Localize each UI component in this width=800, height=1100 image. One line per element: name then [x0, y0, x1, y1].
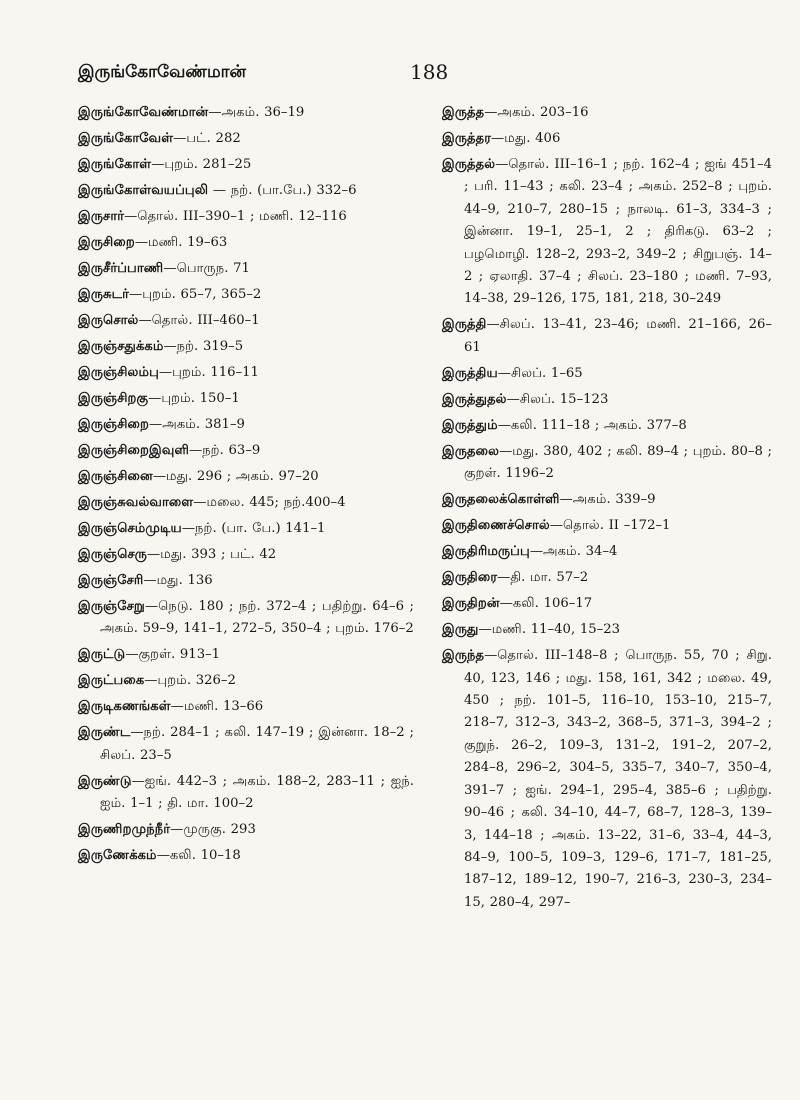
entry-headword: இருஞ்சினை: [78, 469, 153, 484]
entry-headword: இருதிணைச்சொல்: [442, 518, 550, 534]
entry-headword: இருசொல்: [78, 313, 139, 328]
index-entry: [78, 258, 414, 280]
index-entry: [78, 310, 414, 332]
entry-references: —கலி. 111–18 ; அகம். 377–8: [497, 417, 687, 433]
entry-headword: இருங்கோவேள்: [78, 131, 174, 146]
entry-headword: இருண்ட: [78, 725, 131, 741]
entry-headword: இருஞ்சேரி: [78, 573, 144, 588]
left-column: [78, 102, 414, 871]
entry-headword: இருங்கோவேண்மான்: [78, 105, 209, 120]
entry-references: —சிலப். 1–65: [497, 365, 583, 381]
index-entry: [78, 771, 414, 816]
entry-references: —தொல். III–148–8 ; பொருந. 55, 70 ; சிறு. 40, 123, 146 ; மது. 158, 161, 342 ; மலை. 49, 450 ; நற். 101–5, 116–10, 153–10, 215–7, 218–7, 312–3, 343–2, 368–5, 371–3, 394–2 ; குறுந். 26–2, 109–3, 131–2, 191–2, 207–2, 284–8, 296–2, 304–5, 335–7, 340–7, 350–4, 391–7 ; ஐங். 294–1, 295–4, 385–6 ; பதிற்று. 90–46 ; கலி. 34–10, 44–7, 68–7, 128–3, 139–3, 144–18 ; அகம். 13–22, 31–6, 33–4, 44–3, 84–9, 100–5, 109–3, 129–6, 171–7, 181–25, 187–12, 189–12, 190–7, 216–3, 230–3, 234–15, 280–4, 297–: [464, 648, 772, 910]
entry-headword: இருத்தி: [442, 317, 487, 333]
index-entry: [78, 596, 414, 641]
entry-headword: இருண்டு: [78, 773, 132, 789]
index-entry: [78, 128, 414, 150]
entry-references: —மணி. 11–40, 15–23: [478, 622, 620, 638]
index-entry: [78, 232, 414, 254]
entry-headword: இருஞ்சதுக்கம்: [78, 339, 164, 354]
entry-headword: இருட்பகை: [78, 673, 145, 689]
index-entry: [442, 541, 772, 563]
entry-references: —அகம். 36–19: [208, 105, 305, 120]
entry-references: —அகம். 381–9: [149, 417, 245, 432]
index-entry: [78, 102, 414, 124]
entry-references: —மணி. 13–66: [170, 699, 264, 715]
entry-references: —மது. 406: [491, 131, 561, 146]
index-entry: [78, 180, 414, 202]
entry-references: —தி. மா. 57–2: [497, 570, 589, 586]
entry-references: —புறம். 65–7, 365–2: [129, 287, 262, 302]
entry-headword: இருடிகணங்கள்: [78, 699, 171, 715]
entry-references: —தொல். III–460–1: [138, 313, 260, 328]
index-entry: [78, 845, 414, 867]
entry-headword: இருத்துதல்: [442, 391, 507, 407]
index-entry: [78, 440, 414, 462]
entry-headword: இருசுடர்: [78, 287, 130, 302]
entry-references: —நற். (பா. பே.) 141–1: [181, 521, 326, 536]
index-entry: [78, 644, 414, 666]
index-entry: [442, 567, 772, 589]
entry-headword: இருசிறை: [78, 235, 135, 250]
entry-references: —நெடு. 180 ; நற். 372–4 ; பதிற்று. 64–6 ; அகம். 59–9, 141–1, 272–5, 350–4 ; புறம். 176–2: [100, 599, 414, 637]
entry-references: —கலி. 106–17: [499, 596, 593, 612]
index-entry: [442, 363, 772, 385]
entry-headword: இருஞ்சிறகு: [78, 391, 149, 406]
index-entry: [442, 314, 772, 359]
entry-references: —மணி. 19–63: [134, 235, 228, 250]
entry-references: —புறம். 116–11: [158, 365, 259, 380]
entry-references: —நற். 63–9: [189, 443, 261, 458]
index-entry: [78, 362, 414, 384]
index-entry: [78, 696, 414, 718]
entry-references: —முருகு. 293: [170, 822, 256, 838]
entry-headword: இருத்தல்: [442, 157, 496, 172]
index-entry: [78, 670, 414, 692]
index-entry: [78, 284, 414, 306]
entry-references: —கலி. 10–18: [156, 848, 241, 864]
entry-references: —அகம். 203–16: [484, 105, 589, 120]
entry-headword: இருஞ்சுவல்வாளை: [78, 495, 194, 510]
entry-references: —அகம். 339–9: [559, 492, 656, 508]
entry-references: — நற். (பா.பே.) 332–6: [208, 183, 357, 198]
index-entry: [78, 819, 414, 841]
entry-headword: இருணேக்கம்: [78, 848, 157, 864]
page-number: 188: [410, 60, 449, 84]
entry-headword: இருது: [442, 622, 479, 638]
entry-headword: இருந்த: [442, 648, 485, 664]
entry-headword: இருஞ்சேறு: [78, 599, 145, 614]
entry-headword: இருத்த: [442, 105, 485, 120]
index-entry: [78, 518, 414, 540]
entry-references: —ஐங். 442–3 ; அகம். 188–2, 283–11 ; ஐந். ஐம். 1–1 ; தி. மா. 100–2: [100, 773, 414, 812]
index-entry: [78, 492, 414, 514]
index-entry: [442, 389, 772, 411]
entry-references: —புறம். 281–25: [151, 157, 252, 172]
entry-references: —பொருந. 71: [163, 261, 250, 276]
entry-headword: இருதிரை: [442, 570, 498, 586]
index-entry: [442, 489, 772, 511]
index-entry: [78, 414, 414, 436]
index-entry: [442, 441, 772, 486]
right-column: [442, 102, 772, 918]
entry-headword: இருசார்: [78, 209, 125, 224]
index-entry: [78, 336, 414, 358]
entry-references: —சிலப். 15–123: [506, 391, 609, 407]
index-entry: [78, 570, 414, 592]
index-entry: [78, 544, 414, 566]
entry-headword: இருத்தர: [442, 131, 492, 146]
index-entry: [78, 206, 414, 228]
index-entry: [78, 722, 414, 767]
entry-headword: இருதிரிமருப்பு: [442, 544, 530, 560]
entry-references: —நற். 284–1 ; கலி. 147–19 ; இன்னா. 18–2 ; சிலப். 23–5: [100, 725, 414, 763]
entry-headword: இருத்திய: [442, 365, 498, 381]
entry-references: —மது. 136: [143, 573, 213, 588]
entry-headword: இருஞ்செம்முடிய: [78, 521, 182, 536]
entry-headword: இருசீர்ப்பாணி: [78, 261, 164, 276]
entry-references: —மலை. 445; நற்.400–4: [193, 495, 346, 510]
index-entry: [442, 154, 772, 311]
entry-headword: இருதலைக்கொள்ளி: [442, 492, 560, 508]
entry-references: —மது. 393 ; பட். 42: [147, 547, 277, 562]
index-entry: [78, 154, 414, 176]
entry-references: —பட். 282: [173, 131, 241, 146]
index-entry: [442, 415, 772, 437]
index-entry: [442, 102, 772, 124]
index-entry: [78, 466, 414, 488]
entry-references: —தொல். II –172–1: [549, 518, 671, 534]
index-entry: [78, 388, 414, 410]
entry-references: —மது. 296 ; அகம். 97–20: [152, 469, 319, 484]
index-entry: [442, 645, 772, 914]
entry-references: —குறள். 913–1: [125, 647, 221, 663]
index-entry: [442, 515, 772, 537]
entry-headword: இருணிறமுந்நீர்: [78, 822, 171, 838]
entry-headword: இருஞ்சிறை: [78, 417, 149, 432]
entry-references: —சிலப். 13–41, 23–46; மணி. 21–166, 26–61: [464, 317, 772, 355]
entry-references: —தொல். III–16–1 ; நற். 162–4 ; ஐங் 451–4 ; பரி. 11–43 ; கலி. 23–4 ; அகம். 252–8 ; புறம். 44–9, 210–7, 280–15 ; நாலடி. 61–3, 334–3 ; இன்னா. 19–1, 25–1, 2 ; திரிகடு. 63–2 ; பழமொழி. 128–2, 293–2, 349–2 ; சிறுபஞ். 14–2 ; ஏலாதி. 37–4 ; சிலப். 23–180 ; மணி. 7–93, 14–38, 29–126, 175, 181, 218, 30–249: [464, 157, 772, 307]
entry-references: —அகம். 34–4: [529, 544, 618, 560]
entry-headword: இருதிறன்: [442, 596, 500, 612]
running-head: இருங்கோவேண்மான்: [78, 62, 247, 82]
entry-headword: இருங்கோள்: [78, 157, 152, 172]
entry-headword: இருங்கோள்வயப்புலி: [78, 183, 209, 198]
entry-references: —புறம். 326–2: [144, 673, 236, 689]
entry-headword: இருதலை: [442, 443, 500, 459]
entry-references: —மது. 380, 402 ; கலி. 89–4 ; புறம். 80–8 ; குறள். 1196–2: [464, 443, 772, 482]
entry-references: —புறம். 150–1: [148, 391, 240, 406]
index-entry: [442, 619, 772, 641]
entry-headword: இருஞ்சிறைஇவுளி: [78, 443, 190, 458]
index-entry: [442, 593, 772, 615]
entry-headword: இருஞ்செரு: [78, 547, 148, 562]
entry-headword: இருத்தும்: [442, 417, 498, 433]
entry-headword: இருட்டு: [78, 647, 126, 663]
entry-references: —தொல். III–390–1 ; மணி. 12–116: [124, 209, 347, 224]
entry-headword: இருஞ்சிலம்பு: [78, 365, 159, 380]
entry-references: —நற். 319–5: [163, 339, 244, 354]
index-entry: [442, 128, 772, 150]
